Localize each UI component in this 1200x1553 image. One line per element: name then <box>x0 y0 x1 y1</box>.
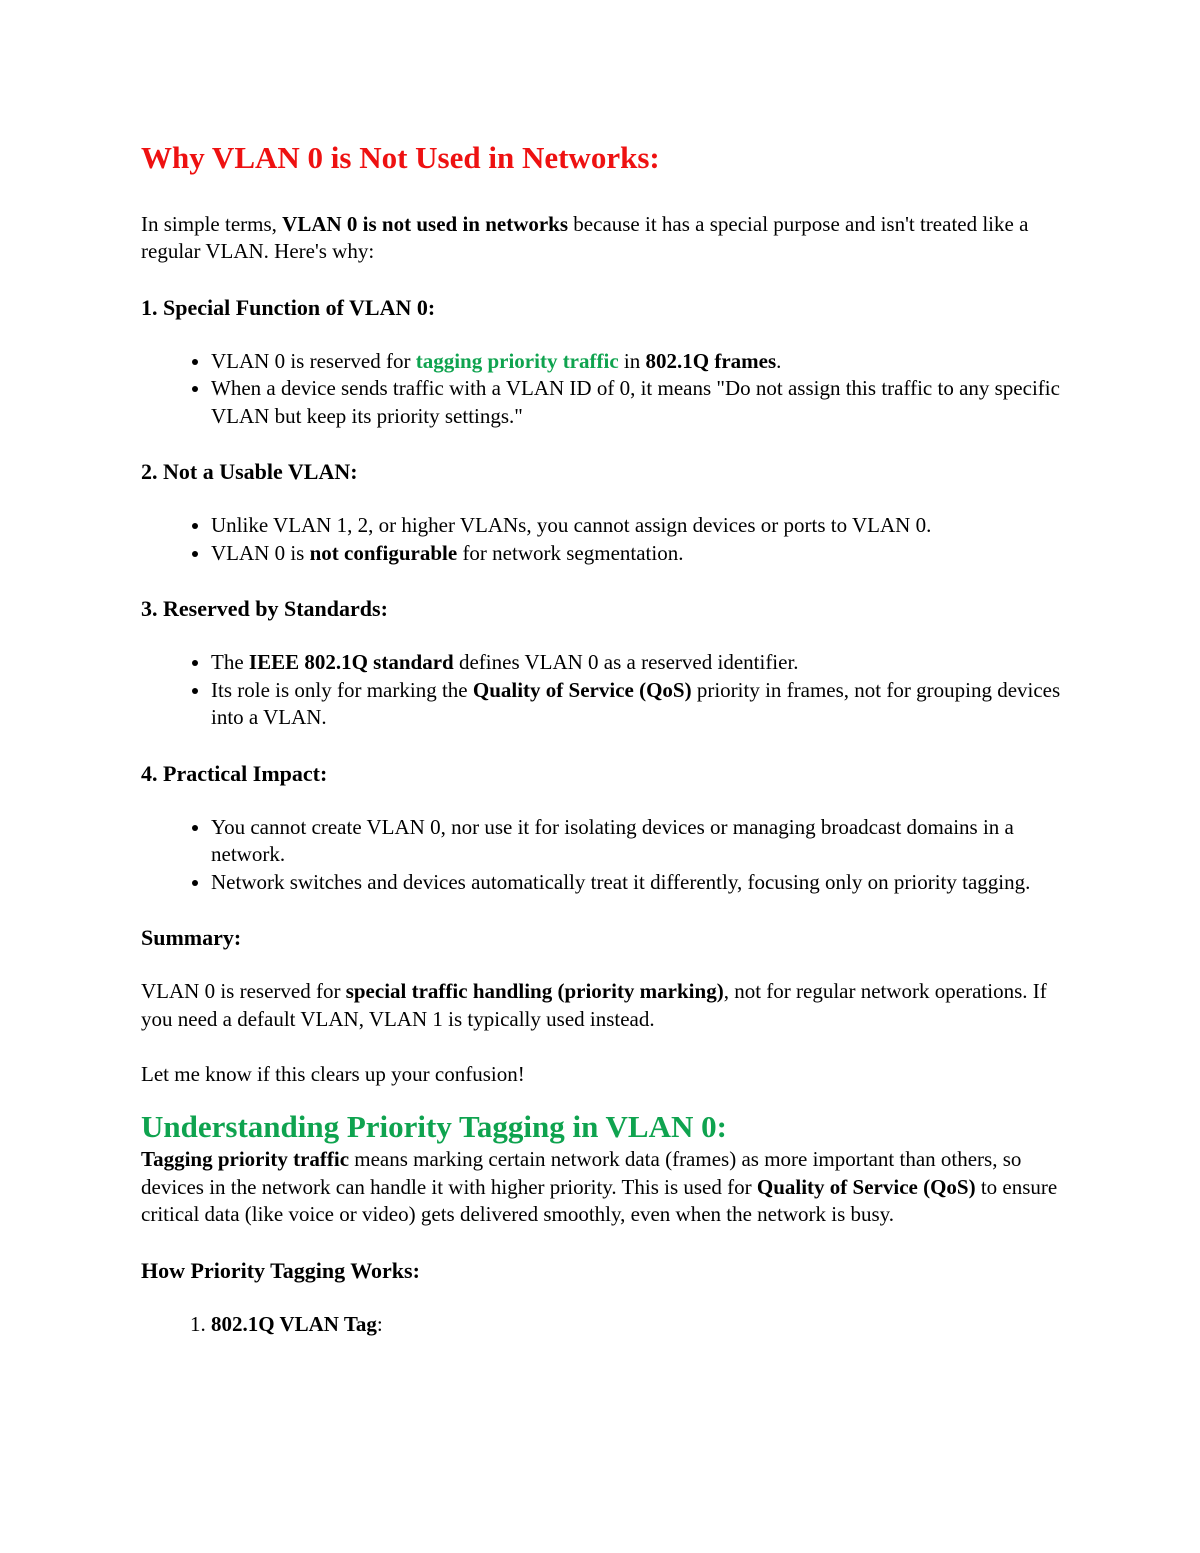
tagging-text: means marking certain network data (frames) as more important than others, so devices in the network can handle it with higher priority. This is used for <box>141 1147 1022 1199</box>
bold-special-traffic-handling: special traffic handling (priority marking) <box>345 979 724 1004</box>
closing-paragraph: Let me know if this clears up your confusion! <box>141 1062 525 1087</box>
tagging-text-end: to ensure critical data (like voice or video) gets delivered smoothly, even when the network is busy. <box>141 1174 1058 1227</box>
summary-heading: Summary: <box>141 925 242 951</box>
list-item-text: in <box>618 348 646 373</box>
list-item <box>211 348 1061 376</box>
section-list-special-function <box>141 348 1061 431</box>
bold-tagging-priority-traffic: Tagging priority traffic <box>141 1147 350 1172</box>
section-list-not-usable <box>141 512 1061 567</box>
list-item-text: The <box>211 650 249 675</box>
list-item-text: priority in frames, not for grouping devices into a VLAN. <box>211 677 1061 730</box>
list-item-text: Unlike VLAN 1, 2, or higher VLANs, you cannot assign devices or ports to VLAN 0. <box>211 513 932 538</box>
tagging-paragraph <box>141 1146 1061 1229</box>
bold-8021q-vlan-tag: 802.1Q VLAN Tag <box>211 1311 377 1336</box>
list-item-text: for network segmentation. <box>457 540 684 565</box>
section-list-reserved <box>141 649 1061 732</box>
highlight-tagging-priority-traffic: tagging priority traffic <box>415 348 619 373</box>
list-item <box>211 869 1061 897</box>
intro-text: In simple terms, <box>141 211 283 236</box>
list-item-text: Its role is only for marking the <box>211 677 473 702</box>
list-item-text: : <box>376 1311 383 1336</box>
list-item <box>211 540 1061 568</box>
section-heading-reserved: 3. Reserved by Standards: <box>141 596 388 622</box>
list-item-text: defines VLAN 0 as a reserved identifier. <box>453 650 799 675</box>
list-item-text: VLAN 0 is reserved for <box>211 348 416 373</box>
bold-8021q-frames: 802.1Q frames <box>645 348 777 373</box>
list-item-text: . <box>776 348 782 373</box>
list-item <box>211 375 1061 430</box>
list-item-text: Network switches and devices automatically treat it differently, focusing only on priority tagging. <box>211 869 1031 894</box>
bold-not-configurable: not configurable <box>309 540 458 565</box>
section-heading-not-usable: 2. Not a Usable VLAN: <box>141 459 358 485</box>
intro-text-end: because it has a special purpose and isn't treated like a regular VLAN. Here's why: <box>141 211 1029 264</box>
section-list-practical-impact <box>141 814 1061 897</box>
summary-paragraph <box>141 978 1061 1033</box>
how-heading: How Priority Tagging Works: <box>141 1257 420 1283</box>
list-item-text: VLAN 0 is <box>211 540 310 565</box>
bold-ieee-standard: IEEE 802.1Q standard <box>248 650 454 675</box>
list-item-text: When a device sends traffic with a VLAN ID of 0, it means "Do not assign this traffic to any specific VLAN but keep its priority settings." <box>211 376 1060 428</box>
list-item <box>211 649 1061 677</box>
document-body <box>141 140 1061 1366</box>
section-heading-practical-impact: 4. Practical Impact: <box>141 760 328 786</box>
list-item <box>211 677 1061 732</box>
intro-paragraph <box>141 211 1061 266</box>
intro-bold: VLAN 0 is not used in networks <box>282 211 569 236</box>
summary-text: VLAN 0 is reserved for <box>141 979 346 1004</box>
list-item <box>211 512 1061 540</box>
how-list <box>141 1311 1061 1339</box>
bold-qos-2: Quality of Service (QoS) <box>756 1174 976 1199</box>
section-heading-special-function: 1. Special Function of VLAN 0: <box>141 294 436 320</box>
list-item <box>211 814 1061 869</box>
summary-text-end: , not for regular network operations. If you need a default VLAN, VLAN 1 is typically used instead. <box>141 979 1047 1031</box>
list-item-text: You cannot create VLAN 0, nor use it for isolating devices or managing broadcast domains in a network. <box>211 814 1014 867</box>
section-title-priority-tagging: Understanding Priority Tagging in VLAN 0: <box>141 1108 727 1144</box>
page-title: Why VLAN 0 is Not Used in Networks: <box>141 140 660 175</box>
list-item <box>211 1311 1061 1339</box>
bold-qos: Quality of Service (QoS) <box>472 677 692 702</box>
